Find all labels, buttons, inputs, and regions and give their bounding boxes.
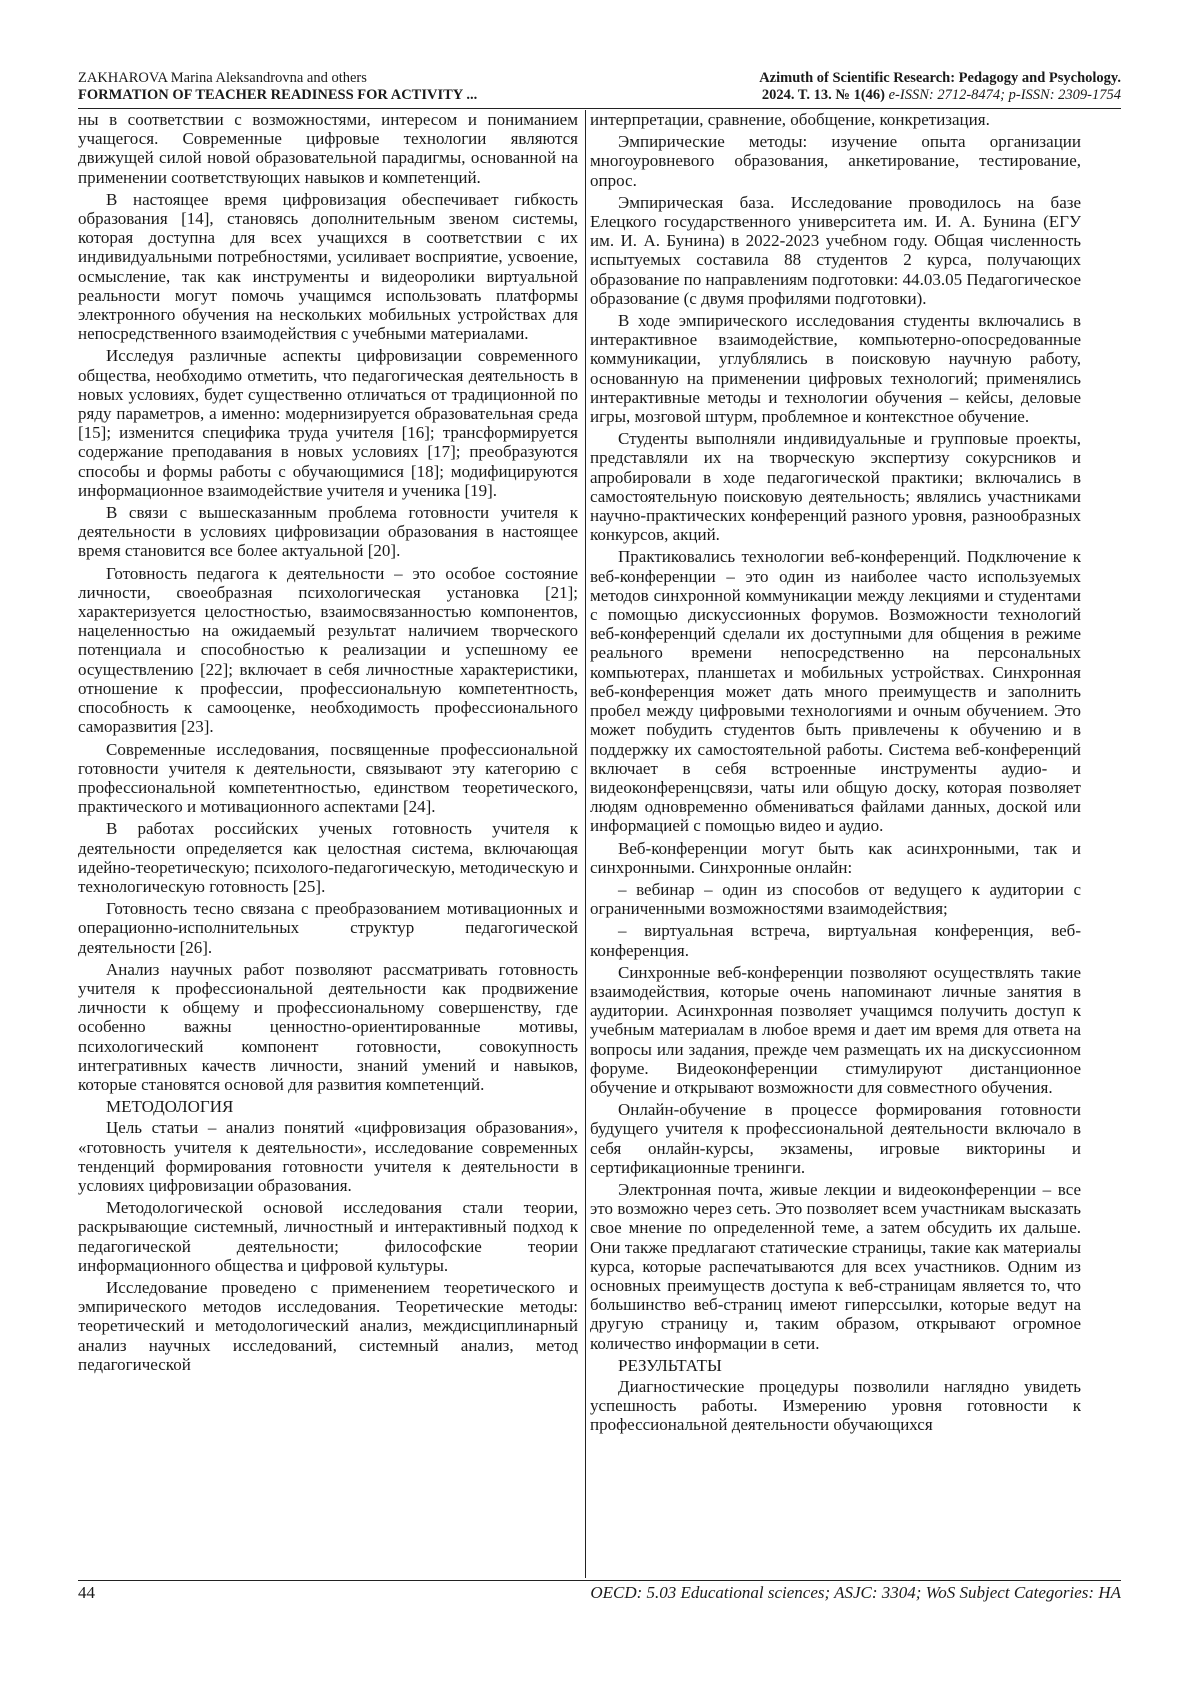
right-column — [590, 110, 1081, 1580]
paragraph-continued: ны в соответствии с возможностями, интересом и пониманием учащегося. Современные цифровые технологии являются движущей силой новой образовательной парадигмы, основанной на применении соответствующих навыков и компетенций. — [78, 110, 578, 187]
paragraph: В связи с вышесказанным проблема готовности учителя к деятельности в условиях цифровизации образования в настоящее время становится все более актуальной [20]. — [78, 503, 578, 561]
subject-classification: OECD: 5.03 Educational sciences; ASJC: 3304; WoS Subject Categories: HA — [590, 1583, 1121, 1602]
paragraph: Цель статьи – анализ понятий «цифровизация образования», «готовность учителя к деятельности», исследование современных тенденций формирования готовности учителя к деятельности в условиях цифровизации образования. — [78, 1118, 578, 1195]
paragraph: В настоящее время цифровизация обеспечивает гибкость образования [14], становясь дополнительным звеном системы, которая доступна для всех учащихся в соответствии с их индивидуальными потребностями, усиливает восприятие, усвоение, осмысление, так как инструменты и видеоролики виртуальной реальности могут помочь учащимся использовать платформы электронного обучения на нескольких мобильных устройствах для непосредственного взаимодействия с учебными материалами. — [78, 189, 578, 344]
page-header — [78, 66, 1121, 106]
paragraph: Веб-конференции могут быть как асинхронными, так и синхронными. Синхронные онлайн: — [590, 838, 1081, 877]
paragraph: Исследуя различные аспекты цифровизации современного общества, необходимо отметить, что педагогическая деятельность в новых условиях, будет существенно отличаться от традиционной по ряду параметров, а именно: модернизируется образовательная среда [15]; изменится специфика труда учителя [16]; трансформируется содержание преподавания в новых условиях [17]; преобразуются способы и формы работы с обучающимися [18]; модифицируются информационное взаимодействие учителя и ученика [19]. — [78, 346, 578, 500]
paragraph: Практиковались технологии веб-конференций. Подключение к веб-конференции – это один из наиболее часто используемых методов синхронной коммуникации между лекциями и студентами с помощью дискуссионных форумов. Возможности технологий веб-конференций сделали их доступными для общения в режиме реального времени непосредственно на персональных компьютерах, планшетах и мобильных устройствах. Синхронная веб-конференция может дать много преимуществ и заполнить пробел между цифровыми технологиями и очным обучением. Это может побудить студентов быть привлечены к обучению и в поддержку их самостоятельной работы. Система веб-конференций включает в себя встроенные инструменты аудио- и видеоконференцсвязи, чаты или общую доску, которая позволяет людям одновременно обмениваться файлами данных, доской или информацией с помощью видео и аудио. — [590, 547, 1081, 836]
issn-line: e-ISSN: 2712-8474; p-ISSN: 2309-1754 — [888, 87, 1121, 103]
paragraph: Диагностические процедуры позволили наглядно увидеть успешность работы. Измерению уровня готовности к профессиональной деятельности обучающихся — [590, 1377, 1081, 1435]
header-rule — [78, 108, 1121, 109]
page-number: 44 — [78, 1583, 95, 1602]
paragraph: Анализ научных работ позволяют рассматривать готовность учителя к профессиональной деятельности как продвижение личности к общему и профессиональному совершенству, где особенно важны ценностно-ориентированные мотивы, психологический компонент готовности, совокупность интегративных качеств личности, знаний умений и навыков, которые становятся основой для развития компетенций. — [78, 959, 578, 1094]
running-head-left — [78, 70, 477, 104]
column-divider — [585, 110, 586, 1578]
paragraph: – вебинар – один из способов от ведущего к аудитории с ограниченными возможностями взаимодействия; — [590, 879, 1081, 919]
paragraph: Эмпирические методы: изучение опыта организации многоуровневого образования, анкетирование, тестирование, опрос. — [590, 132, 1081, 190]
left-column — [78, 110, 578, 1580]
article-title-line: FORMATION OF TEACHER READINESS FOR ACTIVITY ... — [78, 87, 478, 103]
journal-name: Azimuth of Scientific Research: Pedagogy and Psychology. — [759, 70, 1121, 86]
paragraph: Готовность тесно связана с преобразованием мотивационных и операционно-исполнительных структур педагогической деятельности [26]. — [78, 899, 578, 957]
paragraph: Эмпирическая база. Исследование проводилось на базе Елецкого государственного университета им. И. А. Бунина (ЕГУ им. И. А. Бунина) в 2022-2023 учебном году. Общая численность испытуемых составила 88 студентов 2 курса, получающих образование по направлениям подготовки: 44.03.05 Педагогическое образование (с двумя профилями подготовки). — [590, 192, 1081, 308]
section-heading: РЕЗУЛЬТАТЫ — [618, 1355, 722, 1375]
paragraph: – виртуальная встреча, виртуальная конференция, веб-конференция. — [590, 921, 1081, 960]
paragraph: Студенты выполняли индивидуальные и групповые проекты, представляли их на творческую экспертизу сокурсников и апробировали в ходе педагогической практики; включались в самостоятельную поисковую деятельность; являлись участниками научно-практических конференций разного уровня, разнообразных конкурсов, акций. — [590, 429, 1081, 545]
paragraph: Методологической основой исследования стали теории, раскрывающие системный, личностный и интерактивный подход к педагогической деятельности; философские теории информационного общества и цифровой культуры. — [78, 1198, 578, 1275]
paragraph: В ходе эмпирического исследования студенты включались в интерактивное взаимодействие, компьютерно-опосредованные коммуникации, углублялись в поисковую научную работу, основанную на применении цифровых технологий; применялись интерактивные методы и технологии обучения – кейсы, деловые игры, мозговой штурм, проблемное и контекстное обучение. — [590, 311, 1081, 427]
running-head-right — [759, 70, 1121, 104]
issue-number: 2024. T. 13. № 1(46) — [761, 87, 885, 103]
footer-rule — [78, 1580, 1121, 1581]
paragraph: Онлайн-обучение в процессе формирования готовности будущего учителя к профессиональной деятельности включало в себя онлайн-курсы, экзамены, игровые викторины и сертификационные тренинги. — [590, 1100, 1081, 1177]
paragraph: Синхронные веб-конференции позволяют осуществлять такие взаимодействия, которые очень напоминают личные занятия в аудитории. Асинхронная позволяет учащимся получить доступ к учебным материалам в любое время и дает им время для ответа на вопросы или задания, прежде чем размещать их на дискуссионном форуме. Видеоконференции стимулируют дистанционное обучение и открывают возможности для совместного обучения. — [590, 962, 1081, 1097]
paragraph-continued: интерпретации, сравнение, обобщение, конкретизация. — [590, 110, 990, 129]
page-footer — [78, 1583, 1121, 1607]
paragraph: В работах российских ученых готовность учителя к деятельности определяется как целостная система, включающая идейно-теоретическую; психолого-педагогическую, методическую и технологическую готовность [25]. — [78, 819, 578, 896]
issue-line — [759, 87, 1121, 104]
author-line: ZAKHAROVA Marina Aleksandrovna and others — [78, 70, 367, 86]
paragraph: Готовность педагога к деятельности – это особое состояние личности, своеобразная психологическая установка [21]; характеризуется целостностью, взаимосвязанностью компонентов, нацеленностью на ожидаемый результат наличием творческого потенциала и способностью к реализации и успешному ее осуществлению [22]; включает в себя личностные характеристики, отношение к профессии, профессиональную компетентность, способность к самооценке, необходимость профессионального саморазвития [23]. — [78, 563, 578, 737]
section-heading: МЕТОДОЛОГИЯ — [106, 1097, 234, 1117]
paragraph: Исследование проведено с применением теоретического и эмпирического методов исследования. Теоретические методы: теоретический и методологический анализ, междисциплинарный анализ научных исследований, системный анализ, метод педагогической — [78, 1277, 578, 1374]
paragraph: Электронная почта, живые лекции и видеоконференции – все это возможно через сеть. Это позволяет всем участникам высказать свое мнение по определенной теме, а затем обсудить их дальше. Они также предлагают статические страницы, такие как материалы курса, которые распечатываются для всех участников. Одним из основных преимуществ доступа к веб-страницам является то, что большинство веб-страниц имеют гиперссылки, которые ведут на другую страницу и, таким образом, открывают огромное количество информации в сети. — [590, 1179, 1081, 1353]
paragraph: Современные исследования, посвященные профессиональной готовности учителя к деятельности, связывают эту категорию с профессиональной компетентностью, единством теоретического, практического и мотивационного аспектами [24]. — [78, 739, 578, 817]
